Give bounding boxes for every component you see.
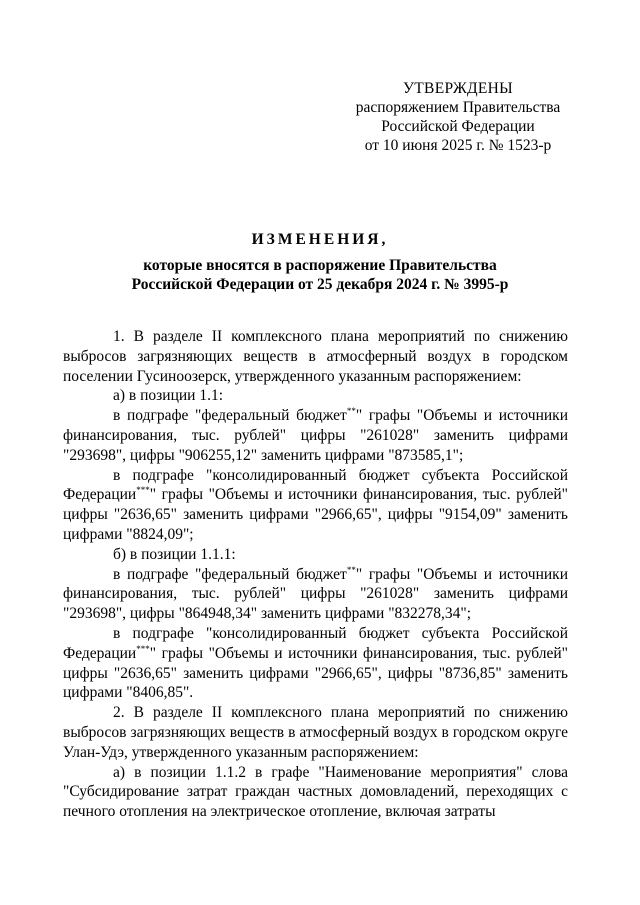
paragraph-9: а) в позиции 1.1.2 в графе "Наименование мероприятия" слова "Субсидирование затрат граждан частных домовладений, переходящих с печного отопления на электрическое отопление, включая затраты (63, 763, 568, 821)
document-title: ИЗМЕНЕНИЯ, (251, 231, 389, 248)
approval-line-1: распоряжением Правительства (355, 99, 561, 116)
paragraph-6-text-a: в подграфе "федеральный бюджет (113, 565, 347, 583)
paragraph-8: 2. В разделе II комплексного плана мероприятий по снижению выбросов загрязняющих веществ в атмосферный воздух в городском округе Улан-Удэ, утвержденного указанным распоряжением: (63, 704, 568, 761)
subtitle-line-1: которые вносятся в распоряжение Правительства (143, 257, 497, 274)
paragraph-3-text-b: " графы "Объемы и источники финансирования, тыс. рублей" цифры "261028" заменить цифрами "293698", цифры "906255,12" заменить цифрами "873585,1"; (63, 407, 568, 464)
paragraph-3 (63, 406, 568, 465)
footnote-mark: ** (346, 564, 356, 575)
paragraph-4 (63, 466, 568, 545)
paragraph-4-text-b: " графы "Объемы и источники финансирования, тыс. рублей" цифры "2636,65" заменить цифрами "2966,65", цифры "9154,09" заменить цифрами "8824,09"; (63, 486, 568, 543)
paragraph-3-text-a: в подграфе "федеральный бюджет (113, 407, 347, 425)
document-subtitle (0, 256, 640, 294)
approval-stamp (340, 79, 576, 155)
subtitle-line-2: Российской Федерации от 25 декабря 2024 г. № 3995-р (131, 276, 509, 293)
approval-line-3: от 10 июня 2025 г. № 1523-р (364, 137, 552, 154)
paragraph-4-text-a: в подграфе "консолидированный бюджет субъекта Российской Федерации (63, 466, 568, 504)
approval-line-2: Российской Федерации (381, 118, 535, 135)
footnote-mark: *** (136, 485, 150, 496)
footnote-mark: ** (346, 406, 356, 417)
paragraph-5: б) в позиции 1.1.1: (113, 545, 236, 563)
paragraph-6-text-b: " графы "Объемы и источники финансирования, тыс. рублей" цифры "261028" заменить цифрами "293698", цифры "864948,34" заменить цифрами "832278,34"; (63, 565, 568, 623)
document-body (63, 327, 568, 822)
paragraph-2: а) в позиции 1.1: (113, 387, 224, 405)
paragraph-6 (63, 565, 568, 624)
paragraph-1: 1. В разделе II комплексного плана мероприятий по снижению выбросов загрязняющих веществ в атмосферный воздух в городском поселении Гусиноозерск, утвержденного указанным распоряжением: (63, 328, 568, 385)
approval-title: УТВЕРЖДЕНЫ (403, 80, 513, 97)
paragraph-7-text-b: " графы "Объемы и источники финансирования, тыс. рублей" цифры "2636,65" заменить цифрами "2966,65", цифры "8736,85" заменить цифрами "8406,85". (63, 644, 568, 702)
footnote-mark: *** (136, 643, 150, 654)
paragraph-7-text-a: в подграфе "консолидированный бюджет субъекта Российской Федерации (63, 624, 568, 662)
paragraph-7 (63, 624, 568, 703)
